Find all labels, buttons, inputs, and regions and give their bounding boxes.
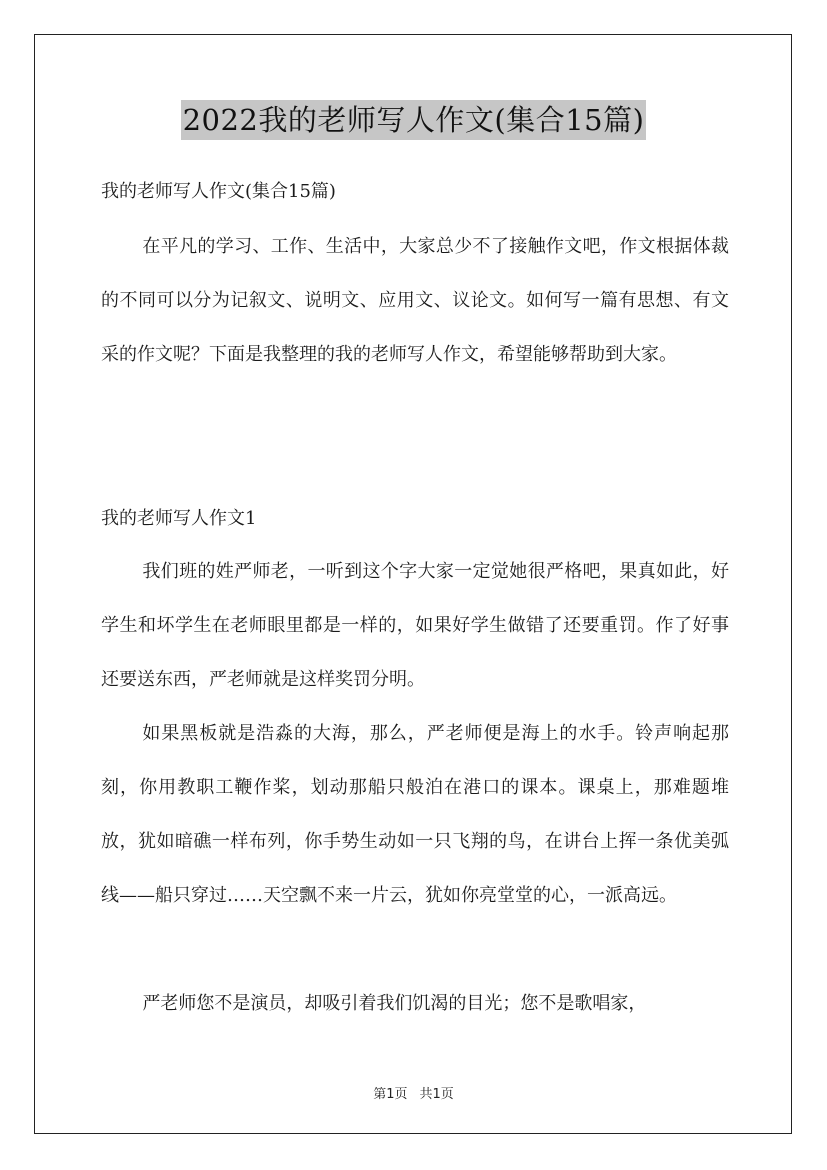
- document-subtitle: 我的老师写人作文(集合15篇): [101, 181, 336, 202]
- body-paragraph-2: 如果黑板就是浩淼的大海，那么，严老师便是海上的水手。铃声响起那刻，你用教职工鞭作桨，划动那船只般泊在港口的课本。课桌上，那难题堆放，犹如暗礁一样布列，你手势生动如一只飞翔的鸟，在讲台上挥一条优美弧线——船只穿过……天空飘不来一片云，犹如你亮堂堂的心，一派高远。: [101, 723, 729, 906]
- body-paragraph-1: 我们班的姓严师老，一听到这个字大家一定觉她很严格吧，果真如此，好学生和坏学生在老师眼里都是一样的，如果好学生做错了还要重罚。作了好事还要送东西，严老师就是这样奖罚分明。: [101, 561, 729, 690]
- document-title: 2022我的老师写人作文(集合15篇): [181, 100, 647, 140]
- section-heading-1: 我的老师写人作文1: [101, 508, 257, 529]
- page-footer: [0, 1083, 827, 1102]
- title-container: [0, 100, 827, 140]
- page-total: 共1页: [419, 1087, 454, 1102]
- intro-paragraph: 在平凡的学习、工作、生活中，大家总少不了接触作文吧，作文根据体裁的不同可以分为记叙文、说明文、应用文、议论文。如何写一篇有思想、有文采的作文呢？下面是我整理的我的老师写人作文，希望能够帮助到大家。: [101, 236, 729, 365]
- page-number: 第1页: [373, 1087, 408, 1102]
- body-paragraph-3: 严老师您不是演员，却吸引着我们饥渴的目光；您不是歌唱家，: [142, 993, 647, 1014]
